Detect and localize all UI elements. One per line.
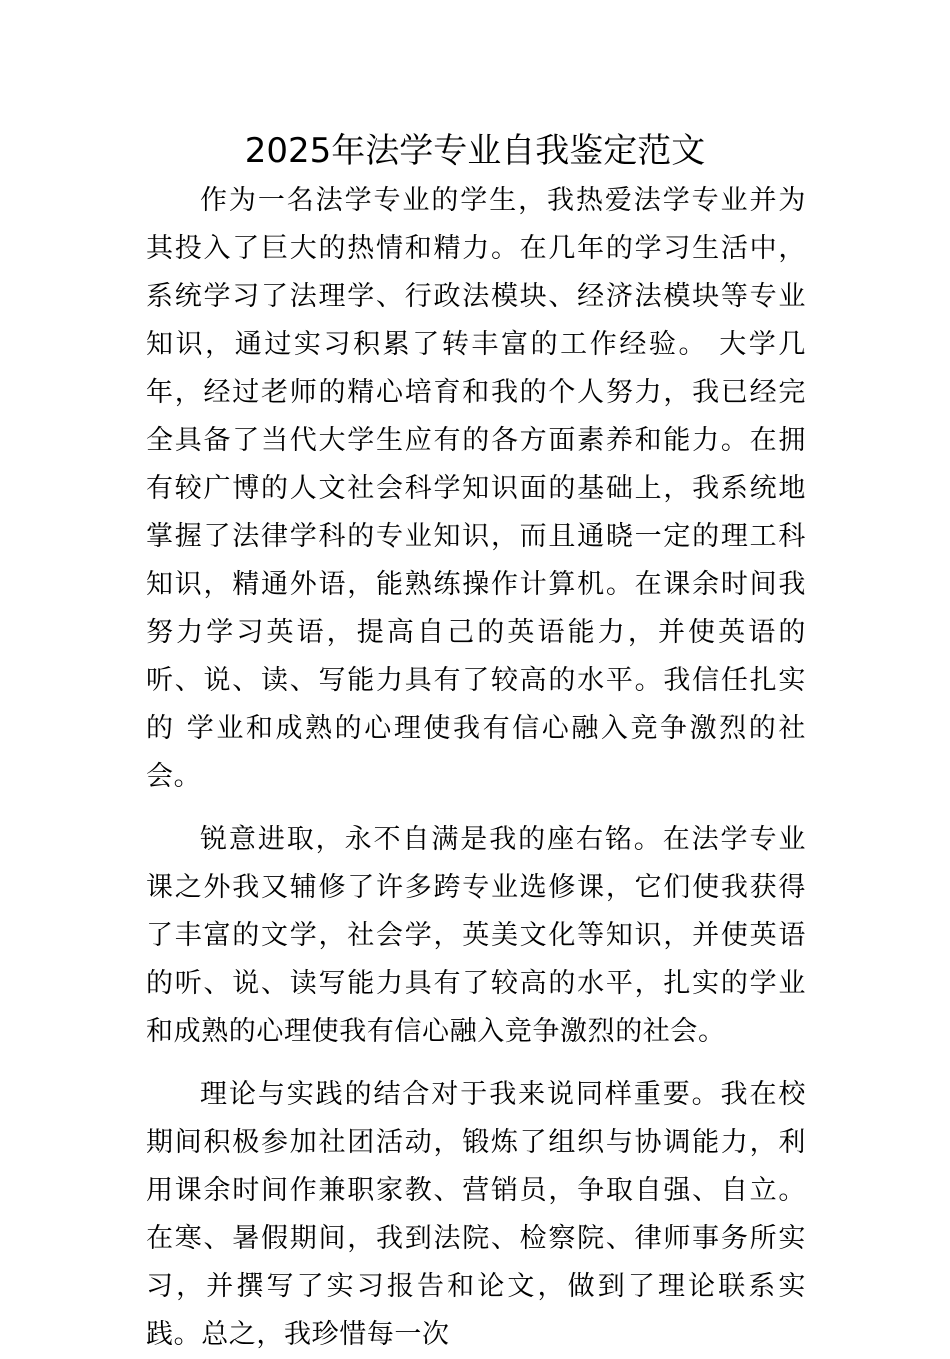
paragraph-1: 作为一名法学专业的学生，我热爱法学专业并为其投入了巨大的热情和精力。在几年的学习生活中，系统学习了法理学、行政法模块、经济法模块等专业知识，通过实习积累了转丰富的工作经验。 大学几年，经过老师的精心培育和我的个人努力，我已经完全具备了当代大学生应有的各方面素养和能力。在拥有较广博的人文社会科学知识面的基础上，我系统地掌握了法律学科的专业知识，而且通晓一定的理工科知识，精通外语，能熟练操作计算机。在课余时间我努力学习英语，提高自己的英语能力，并使英语的听、说、读、写能力具有了较高的水平。我信任扎实的 学业和成熟的心理使我有信心融入竞争激烈的社会。 [146,185,806,792]
document-title: 2025年法学专业自我鉴定范文 [244,131,706,171]
paragraph-2: 锐意进取，永不自满是我的座右铭。在法学专业课之外我又辅修了许多跨专业选修课，它们使我获得了丰富的文学，社会学，英美文化等知识，并使英语的听、说、读写能力具有了较高的水平，扎实的学业和成熟的心理使我有信心融入竞争激烈的社会。 [146,824,806,1047]
document-body [146,177,806,1359]
paragraph-3: 理论与实践的结合对于我来说同样重要。我在校期间积极参加社团活动，锻炼了组织与协调能力，利用课余时间作兼职家教、营销员，争取自强、自立。在寒、暑假期间，我到法院、检察院、律师事务所实习，并撰写了实习报告和论文，做到了理论联系实践。总之，我珍惜每一次 [146,1079,806,1350]
